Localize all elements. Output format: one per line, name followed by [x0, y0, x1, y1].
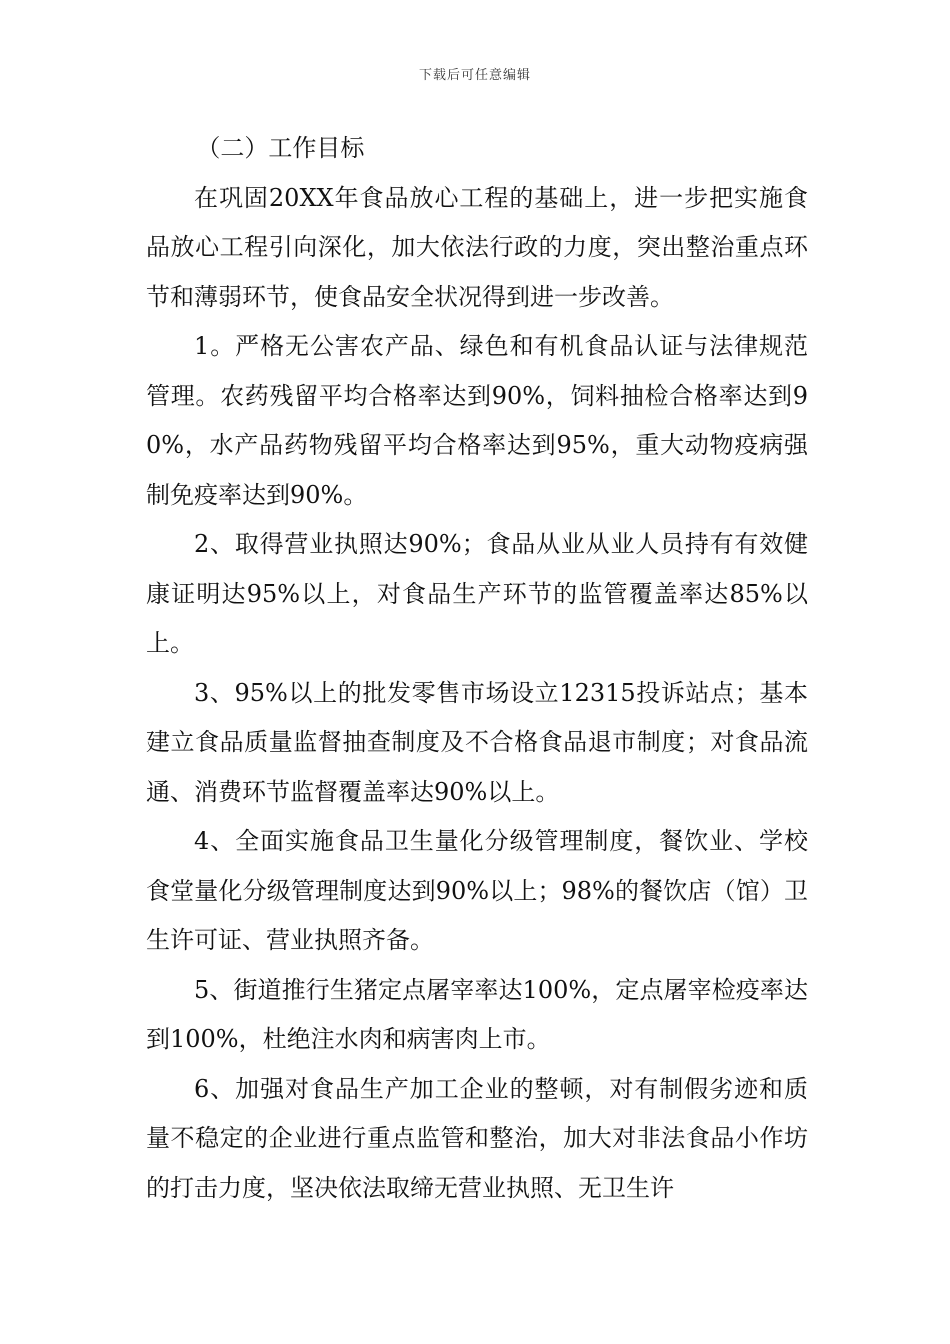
- paragraph-item-5: 5、街道推行生猪定点屠宰率达100%，定点屠宰检疫率达到100%，杜绝注水肉和病害肉上市。: [146, 975, 808, 1053]
- document-body: [146, 124, 808, 1213]
- paragraph-item-4: 4、全面实施食品卫生量化分级管理制度，餐饮业、学校食堂量化分级管理制度达到90%以上；98%的餐饮店（馆）卫生许可证、营业执照齐备。: [146, 827, 808, 954]
- paragraph-item-2: 2、取得营业执照达90%；食品从业从业人员持有有效健康证明达95%以上，对食品生产环节的监管覆盖率达85%以上。: [146, 530, 808, 657]
- paragraph-item-6: 6、加强对食品生产加工企业的整顿，对有制假劣迹和质量不稳定的企业进行重点监管和整治，加大对非法食品小作坊的打击力度，坚决依法取缔无营业执照、无卫生许: [146, 1074, 808, 1202]
- paragraph-item-1: 1。严格无公害农产品、绿色和有机食品认证与法律规范管理。农药残留平均合格率达到90%，饲料抽检合格率达到90%，水产品药物残留平均合格率达到95%，重大动物疫病强制免疫率达到90%。: [146, 332, 808, 509]
- page-header-note: 下载后可任意编辑: [418, 68, 531, 83]
- paragraph-intro: 在巩固20XX年食品放心工程的基础上，进一步把实施食品放心工程引向深化，加大依法行政的力度，突出整治重点环节和薄弱环节，使食品安全状况得到进一步改善。: [146, 183, 808, 311]
- section-heading: （二）工作目标: [196, 134, 365, 162]
- paragraph-item-3: 3、95%以上的批发零售市场设立12315投诉站点；基本建立食品质量监督抽查制度及不合格食品退市制度；对食品流通、消费环节监督覆盖率达90%以上。: [146, 678, 808, 806]
